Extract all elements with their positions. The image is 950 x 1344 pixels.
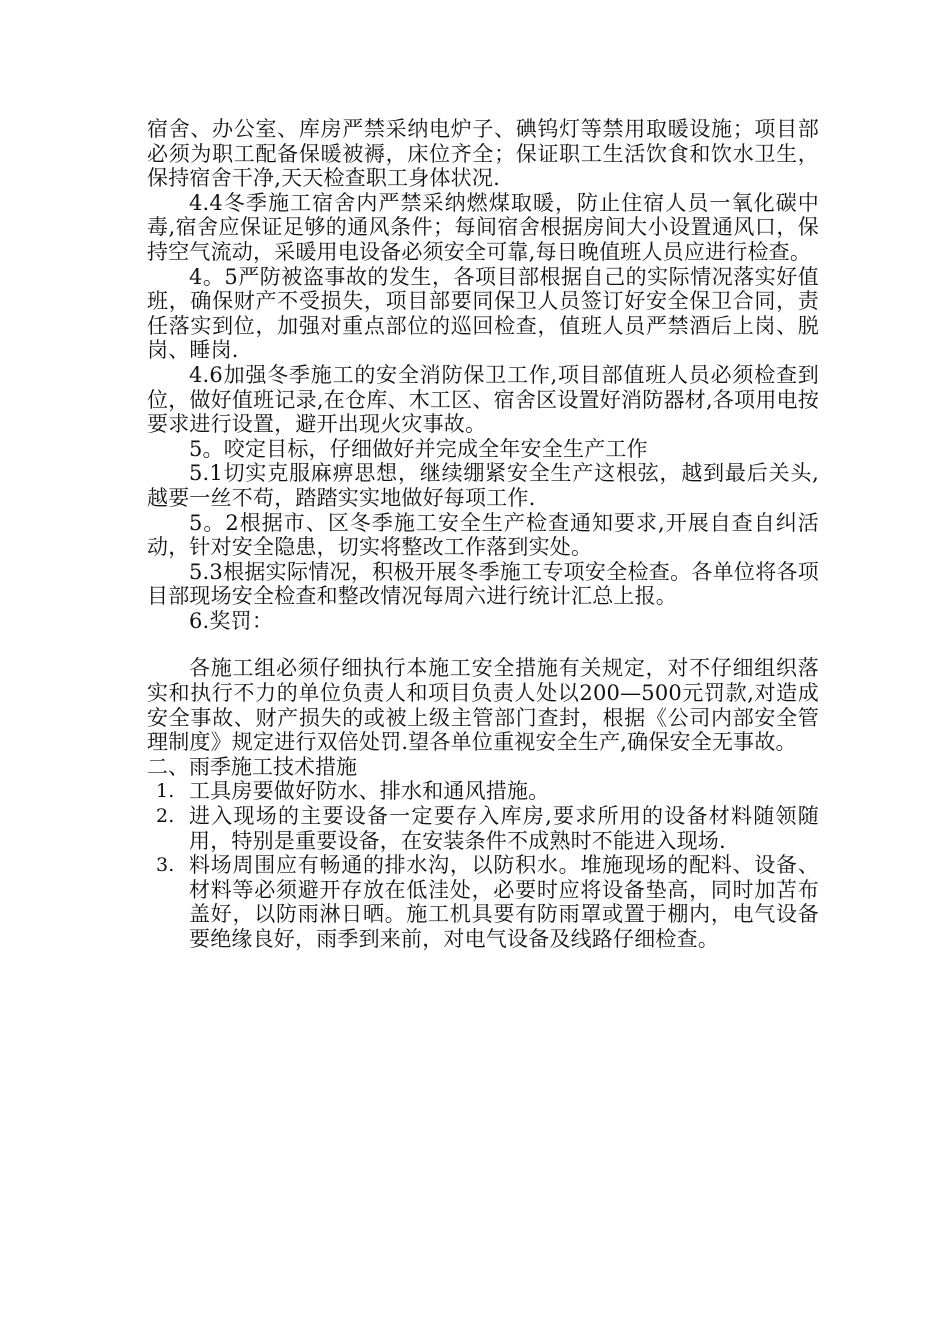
list-number: 3. <box>156 854 175 877</box>
list-item-text: 进入现场的主要设备一定要存入库房,要求所用的设备材料随领随用，特别是重要设备，在安装条件不成熟时不能进入现场. <box>189 804 819 853</box>
paragraph-5-2: 5。2根据市、区冬季施工安全生产检查通知要求,开展自查自纠活动，针对安全隐患，切实将整改工作落到实处。 <box>147 510 819 560</box>
paragraph-6-heading: 6.奖罚： <box>189 608 274 633</box>
list-item <box>147 804 819 853</box>
list-item-text: 料场周围应有畅通的排水沟，以防积水。堆施现场的配料、设备、材料等必须避开存放在低洼处，必要时应将设备垫高，同时加苫布盖好，以防雨淋日晒。施工机具要有防雨罩或置于棚内，电气设备要绝缘良好，雨季到来前，对电气设备及线路仔细检查。 <box>189 853 819 951</box>
document-page <box>147 117 819 952</box>
list-item <box>147 779 819 804</box>
list-number: 2. <box>156 805 175 828</box>
rainy-season-list <box>147 779 819 951</box>
paragraph-5-1: 5.1切实克服麻痹思想，继续绷紧安全生产这根弦，越到最后关头,越要一丝不苟，踏踏实实地做好每项工作. <box>147 461 819 510</box>
section-heading-rainy-season: 二、雨季施工技术措施 <box>147 754 357 779</box>
paragraph-penalty: 各施工组必须仔细执行本施工安全措施有关规定，对不仔细组织落实和执行不力的单位负责人和项目负责人处以200—500元罚款,对造成安全事故、财产损失的或被上级主管部门查封，根据《公司内部安全管理制度》规定进行双倍处罚.望各单位重视安全生产,确保安全无事故。 <box>147 656 819 755</box>
paragraph-5-3: 5.3根据实际情况，积极开展冬季施工专项安全检查。各单位将各项目部现场安全检查和整改情况每周六进行统计汇总上报。 <box>147 559 819 609</box>
paragraph-4-4: 4.4冬季施工宿舍内严禁采纳燃煤取暖，防止住宿人员一氧化碳中毒,宿舍应保证足够的通风条件；每间宿舍根据房间大小设置通风口，保持空气流动，采暖用电设备必须安全可靠,每日晚值班人员应进行检查。 <box>147 190 819 264</box>
paragraph-5: 5。咬定目标，仔细做好并完成全年安全生产工作 <box>189 436 648 461</box>
paragraph-4-6: 4.6加强冬季施工的安全消防保卫工作,项目部值班人员必须检查到位，做好值班记录,在仓库、木工区、宿舍区设置好消防器材,各项用电按要求进行设置，避开出现火灾事故。 <box>147 362 819 437</box>
list-number: 1. <box>156 780 175 803</box>
list-item-text: 工具房要做好防水、排水和通风措施。 <box>189 779 550 804</box>
paragraph-dormitory-heating: 宿舍、办公室、库房严禁采纳电炉子、碘钨灯等禁用取暖设施；项目部必须为职工配备保暖被褥，床位齐全；保证职工生活饮食和饮水卫生，保持宿舍干净,天天检查职工身体状况. <box>147 117 819 191</box>
paragraph-4-5: 4。5严防被盗事故的发生，各项目部根据自己的实际情况落实好值班，确保财产不受损失，项目部要同保卫人员签订好安全保卫合同，责任落实到位，加强对重点部位的巡回检查，值班人员严禁酒后上岗、脱岗、睡岗. <box>147 264 819 363</box>
blank-line <box>147 633 819 656</box>
list-item <box>147 853 819 951</box>
